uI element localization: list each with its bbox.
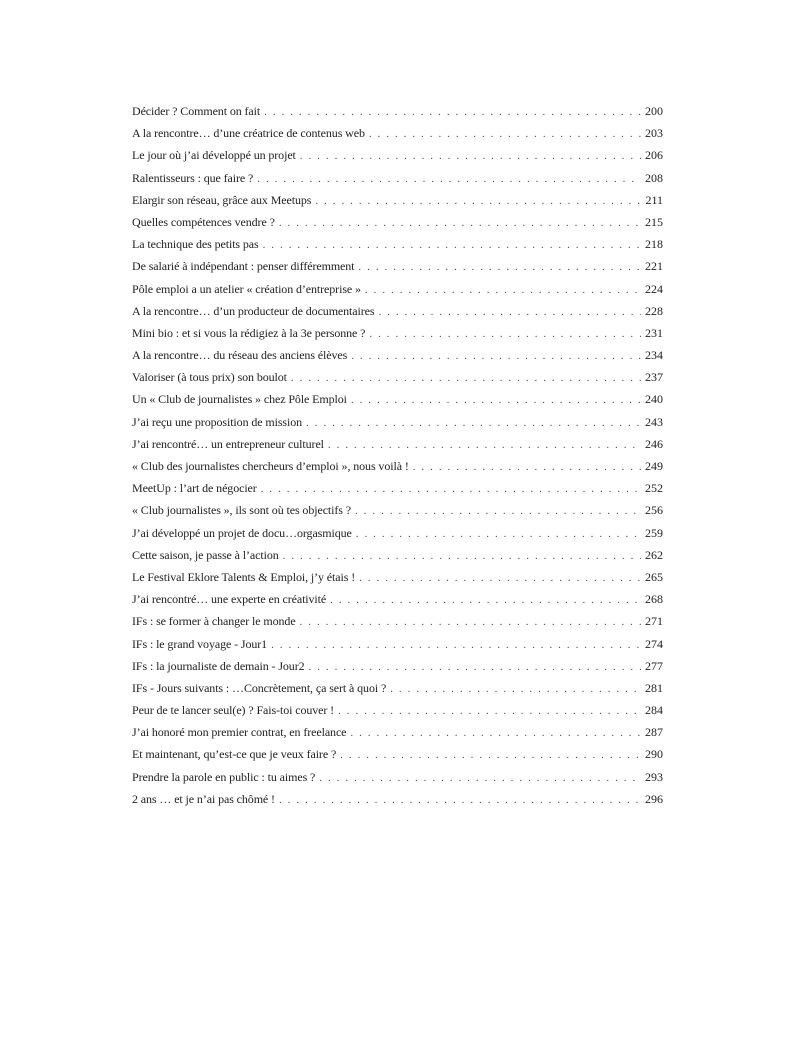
toc-dot-leader: [365, 279, 641, 301]
toc-dot-leader: [264, 101, 641, 123]
toc-entry[interactable]: [132, 566, 663, 588]
table-of-contents: [132, 100, 663, 810]
toc-entry[interactable]: [132, 411, 663, 433]
toc-dot-leader: [300, 611, 641, 633]
toc-entry-title: « Club des journalistes chercheurs d’emploi », nous voilà !: [132, 459, 409, 473]
toc-dot-leader: [319, 767, 641, 789]
toc-entry-page-number: 228: [645, 303, 663, 318]
toc-dot-leader: [358, 256, 641, 278]
toc-entry-title: « Club journalistes », ils sont où tes objectifs ?: [132, 503, 351, 518]
toc-entry[interactable]: [132, 721, 663, 743]
toc-dot-leader: [279, 212, 641, 234]
toc-entry-page-number: 287: [645, 725, 663, 740]
toc-dot-leader: [355, 500, 641, 522]
toc-entry[interactable]: [132, 433, 663, 455]
toc-entry[interactable]: [132, 743, 663, 765]
toc-dot-leader: [261, 478, 641, 500]
toc-entry-title: Et maintenant, qu’est-ce que je veux faire ?: [132, 747, 337, 762]
toc-dot-leader: [291, 367, 641, 389]
toc-entry-title: A la rencontre… du réseau des anciens élèves: [132, 348, 348, 363]
toc-dot-leader: [350, 722, 641, 744]
toc-dot-leader: [263, 234, 641, 256]
toc-entry-page-number: 277: [645, 658, 663, 673]
toc-entry-title: Cette saison, je passe à l’action: [132, 547, 279, 562]
toc-entry-title: J’ai développé un projet de docu…orgasmique: [132, 525, 352, 540]
toc-entry-title: J’ai reçu une proposition de mission: [132, 414, 303, 429]
toc-entry-title: Peur de te lancer seul(e) ? Fais-toi couver !: [132, 703, 335, 718]
toc-entry-page-number: 243: [645, 414, 663, 429]
toc-dot-leader: [328, 434, 641, 456]
toc-dot-leader: [271, 634, 641, 656]
toc-entry-page-number: 211: [645, 192, 663, 207]
toc-dot-leader: [413, 456, 641, 478]
toc-entry-page-number: 240: [645, 392, 663, 407]
toc-entry[interactable]: [132, 255, 663, 277]
toc-entry-page-number: 234: [645, 348, 663, 363]
toc-entry-page-number: 293: [645, 769, 663, 784]
toc-dot-leader: [283, 545, 641, 567]
toc-entry[interactable]: [132, 167, 663, 189]
toc-entry-title: J’ai honoré mon premier contrat, en freelance: [132, 725, 347, 740]
toc-dot-leader: [309, 656, 642, 678]
toc-entry-title: 2 ans … et je n’ai pas chômé !: [132, 791, 275, 806]
toc-dot-leader: [257, 168, 641, 190]
toc-entry[interactable]: [132, 388, 663, 410]
toc-entry-title: A la rencontre… d’un producteur de documentaires: [132, 303, 375, 318]
toc-dot-leader: [338, 700, 641, 722]
toc-entry-page-number: 237: [645, 370, 663, 385]
toc-entry-title: IFs : la journaliste de demain - Jour2: [132, 658, 305, 673]
toc-entry[interactable]: [132, 100, 663, 122]
toc-entry-page-number: 252: [645, 481, 663, 496]
toc-entry[interactable]: [132, 278, 663, 300]
toc-entry-title: Mini bio : et si vous la rédigiez à la 3e personne ?: [132, 325, 366, 340]
toc-entry-page-number: 262: [645, 547, 663, 562]
toc-entry[interactable]: [132, 455, 663, 477]
toc-entry[interactable]: [132, 677, 663, 699]
toc-dot-leader: [369, 323, 641, 345]
toc-entry[interactable]: [132, 588, 663, 610]
toc-entry-page-number: 274: [645, 636, 663, 651]
toc-entry-title: De salarié à indépendant : penser différemment: [132, 259, 355, 274]
toc-entry-page-number: 208: [645, 170, 663, 185]
toc-entry-page-number: 206: [645, 148, 663, 163]
toc-dot-leader: [359, 567, 641, 589]
toc-entry-title: Pôle emploi a un atelier « création d’entreprise »: [132, 281, 361, 296]
toc-entry-title: Valoriser (à tous prix) son boulot: [132, 370, 287, 385]
toc-entry[interactable]: [132, 233, 663, 255]
toc-entry[interactable]: [132, 544, 663, 566]
toc-entry[interactable]: [132, 344, 663, 366]
toc-dot-leader: [300, 145, 641, 167]
toc-entry-title: Ralentisseurs : que faire ?: [132, 170, 254, 185]
toc-entry-page-number: 268: [645, 592, 663, 607]
toc-entry[interactable]: [132, 699, 663, 721]
toc-entry-page-number: 221: [645, 259, 663, 274]
toc-entry-title: Un « Club de journalistes » chez Pôle Emploi: [132, 392, 347, 407]
toc-entry-page-number: 200: [645, 104, 663, 118]
toc-entry[interactable]: [132, 633, 663, 655]
toc-entry[interactable]: [132, 189, 663, 211]
toc-entry-title: IFs : le grand voyage - Jour1: [132, 636, 268, 651]
toc-entry-title: Elargir son réseau, grâce aux Meetups: [132, 192, 312, 207]
toc-dot-leader: [315, 190, 641, 212]
toc-dot-leader: [340, 744, 641, 766]
toc-entry-page-number: 203: [645, 126, 663, 141]
toc-entry[interactable]: [132, 499, 663, 521]
toc-entry[interactable]: [132, 144, 663, 166]
toc-entry[interactable]: [132, 655, 663, 677]
toc-entry-page-number: 296: [645, 791, 663, 806]
toc-dot-leader: [378, 301, 641, 323]
toc-dot-leader: [390, 678, 641, 700]
toc-entry-title: Le Festival Eklore Talents & Emploi, j’y étais !: [132, 569, 356, 584]
toc-entry-page-number: 281: [645, 680, 663, 695]
toc-entry-page-number: 249: [645, 459, 663, 473]
toc-entry-title: Prendre la parole en public : tu aimes ?: [132, 769, 316, 784]
toc-entry-title: MeetUp : l’art de négocier: [132, 481, 257, 496]
toc-entry[interactable]: [132, 300, 663, 322]
toc-entry-title: Quelles compétences vendre ?: [132, 214, 275, 229]
toc-dot-leader: [306, 412, 641, 434]
toc-entry[interactable]: [132, 788, 663, 810]
toc-dot-leader: [351, 345, 641, 367]
toc-entry-title: A la rencontre… d’une créatrice de contenus web: [132, 126, 365, 141]
toc-entry-page-number: 290: [645, 747, 663, 762]
toc-entry-title: J’ai rencontré… un entrepreneur culturel: [132, 436, 324, 451]
toc-entry-title: La technique des petits pas: [132, 237, 259, 252]
toc-entry[interactable]: [132, 522, 663, 544]
toc-entry-page-number: 218: [645, 237, 663, 252]
toc-entry-page-number: 259: [645, 525, 663, 540]
toc-entry[interactable]: [132, 477, 663, 499]
toc-dot-leader: [279, 789, 641, 811]
toc-entry-title: IFs : se former à changer le monde: [132, 614, 296, 629]
toc-entry[interactable]: [132, 211, 663, 233]
toc-entry-page-number: 271: [645, 614, 663, 629]
toc-entry[interactable]: [132, 366, 663, 388]
toc-dot-leader: [369, 123, 641, 145]
toc-entry-page-number: 215: [645, 214, 663, 229]
toc-entry-page-number: 231: [645, 325, 663, 340]
toc-entry-title: Le jour où j’ai développé un projet: [132, 148, 296, 163]
toc-entry[interactable]: [132, 766, 663, 788]
toc-entry[interactable]: [132, 322, 663, 344]
toc-entry-page-number: 265: [645, 569, 663, 584]
toc-entry-page-number: 256: [645, 503, 663, 518]
toc-entry-title: J’ai rencontré… une experte en créativité: [132, 592, 327, 607]
toc-entry[interactable]: [132, 610, 663, 632]
toc-entry[interactable]: [132, 122, 663, 144]
toc-entry-title: IFs - Jours suivants : …Concrètement, ça sert à quoi ?: [132, 680, 387, 695]
toc-dot-leader: [330, 589, 641, 611]
toc-dot-leader: [351, 389, 641, 411]
toc-entry-title: Décider ? Comment on fait: [132, 104, 261, 118]
toc-dot-leader: [356, 523, 641, 545]
toc-entry-page-number: 224: [645, 281, 663, 296]
toc-entry-page-number: 284: [645, 703, 663, 718]
toc-entry-page-number: 246: [645, 436, 663, 451]
